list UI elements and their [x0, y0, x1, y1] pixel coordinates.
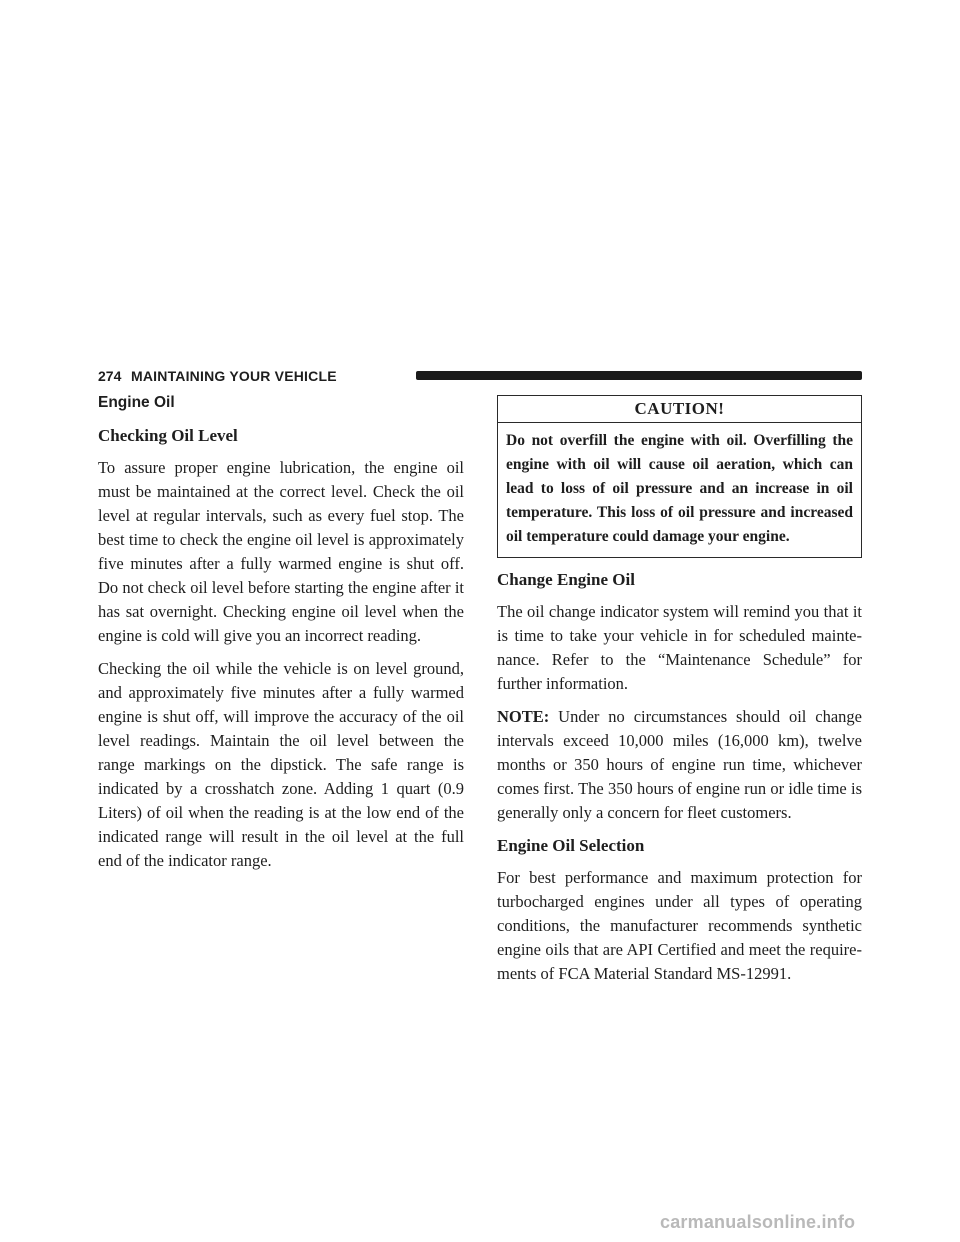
change-engine-oil-heading: Change Engine Oil	[497, 570, 635, 589]
change-engine-oil-text: The oil change indicator system will remind you that it is time to take your vehicle in for scheduled mainte-nance. Refer to the “Maintenance Schedule” for further information.	[497, 602, 862, 693]
engine-oil-selection-heading: Engine Oil Selection	[497, 836, 645, 855]
page-header	[98, 367, 862, 387]
right-column	[497, 392, 862, 995]
caution-title: CAUTION!	[498, 396, 861, 423]
checking-paragraph-2: Checking the oil while the vehicle is on level ground, and approximately five minutes after a fully warmed engine is shut off, will improve the accuracy of the oil level readings. Maintain the oil level between the range markings on the dipstick. The safe range is indicated by a crosshatch zone. Adding 1 quart (0.9 Liters) of oil when the reading is at the low end of the indicated range will result in the oil level at the full end of the indicator range.	[98, 659, 464, 870]
engine-oil-heading: Engine Oil	[98, 394, 175, 411]
note-text: Under no circumstances should oil change intervals exceed 10,000 miles (16,000 km), twelve months or 350 hours of engine run time, whichever comes first. The 350 hours of engine run or idle time is generally only a concern for fleet customers.	[497, 707, 862, 822]
note-paragraph	[497, 705, 862, 825]
header-rule	[416, 371, 862, 380]
page-number: 274	[98, 368, 122, 384]
watermark: carmanualsonline.info	[660, 1212, 856, 1232]
engine-oil-selection-text: For best performance and maximum protection for turbocharged engines under all types of operating conditions, the manufacturer recommends synthetic engine oils that are API Certified and meet the require-ments of FCA Material Standard MS-12991.	[497, 868, 862, 983]
checking-oil-level-heading: Checking Oil Level	[98, 426, 238, 445]
caution-text: Do not overfill the engine with oil. Overfilling the engine with oil will cause oil aeration, which can lead to loss of oil pressure and an increase in oil temperature. This loss of oil pressure and increased oil temperature could damage your engine.	[506, 432, 853, 545]
left-column	[98, 392, 464, 882]
checking-paragraph-1: To assure proper engine lubrication, the engine oil must be maintained at the correct level. Check the oil level at regular intervals, such as every fuel stop. The best time to check the engine oil level is approximately five minutes after a fully warmed engine is shut off. Do not check oil level before starting the engine after it has sat overnight. Checking engine oil level when the engine is cold will give you an incorrect reading.	[98, 458, 464, 645]
caution-box	[497, 395, 862, 558]
section-title: MAINTAINING YOUR VEHICLE	[131, 368, 337, 384]
note-label: NOTE:	[497, 707, 550, 726]
